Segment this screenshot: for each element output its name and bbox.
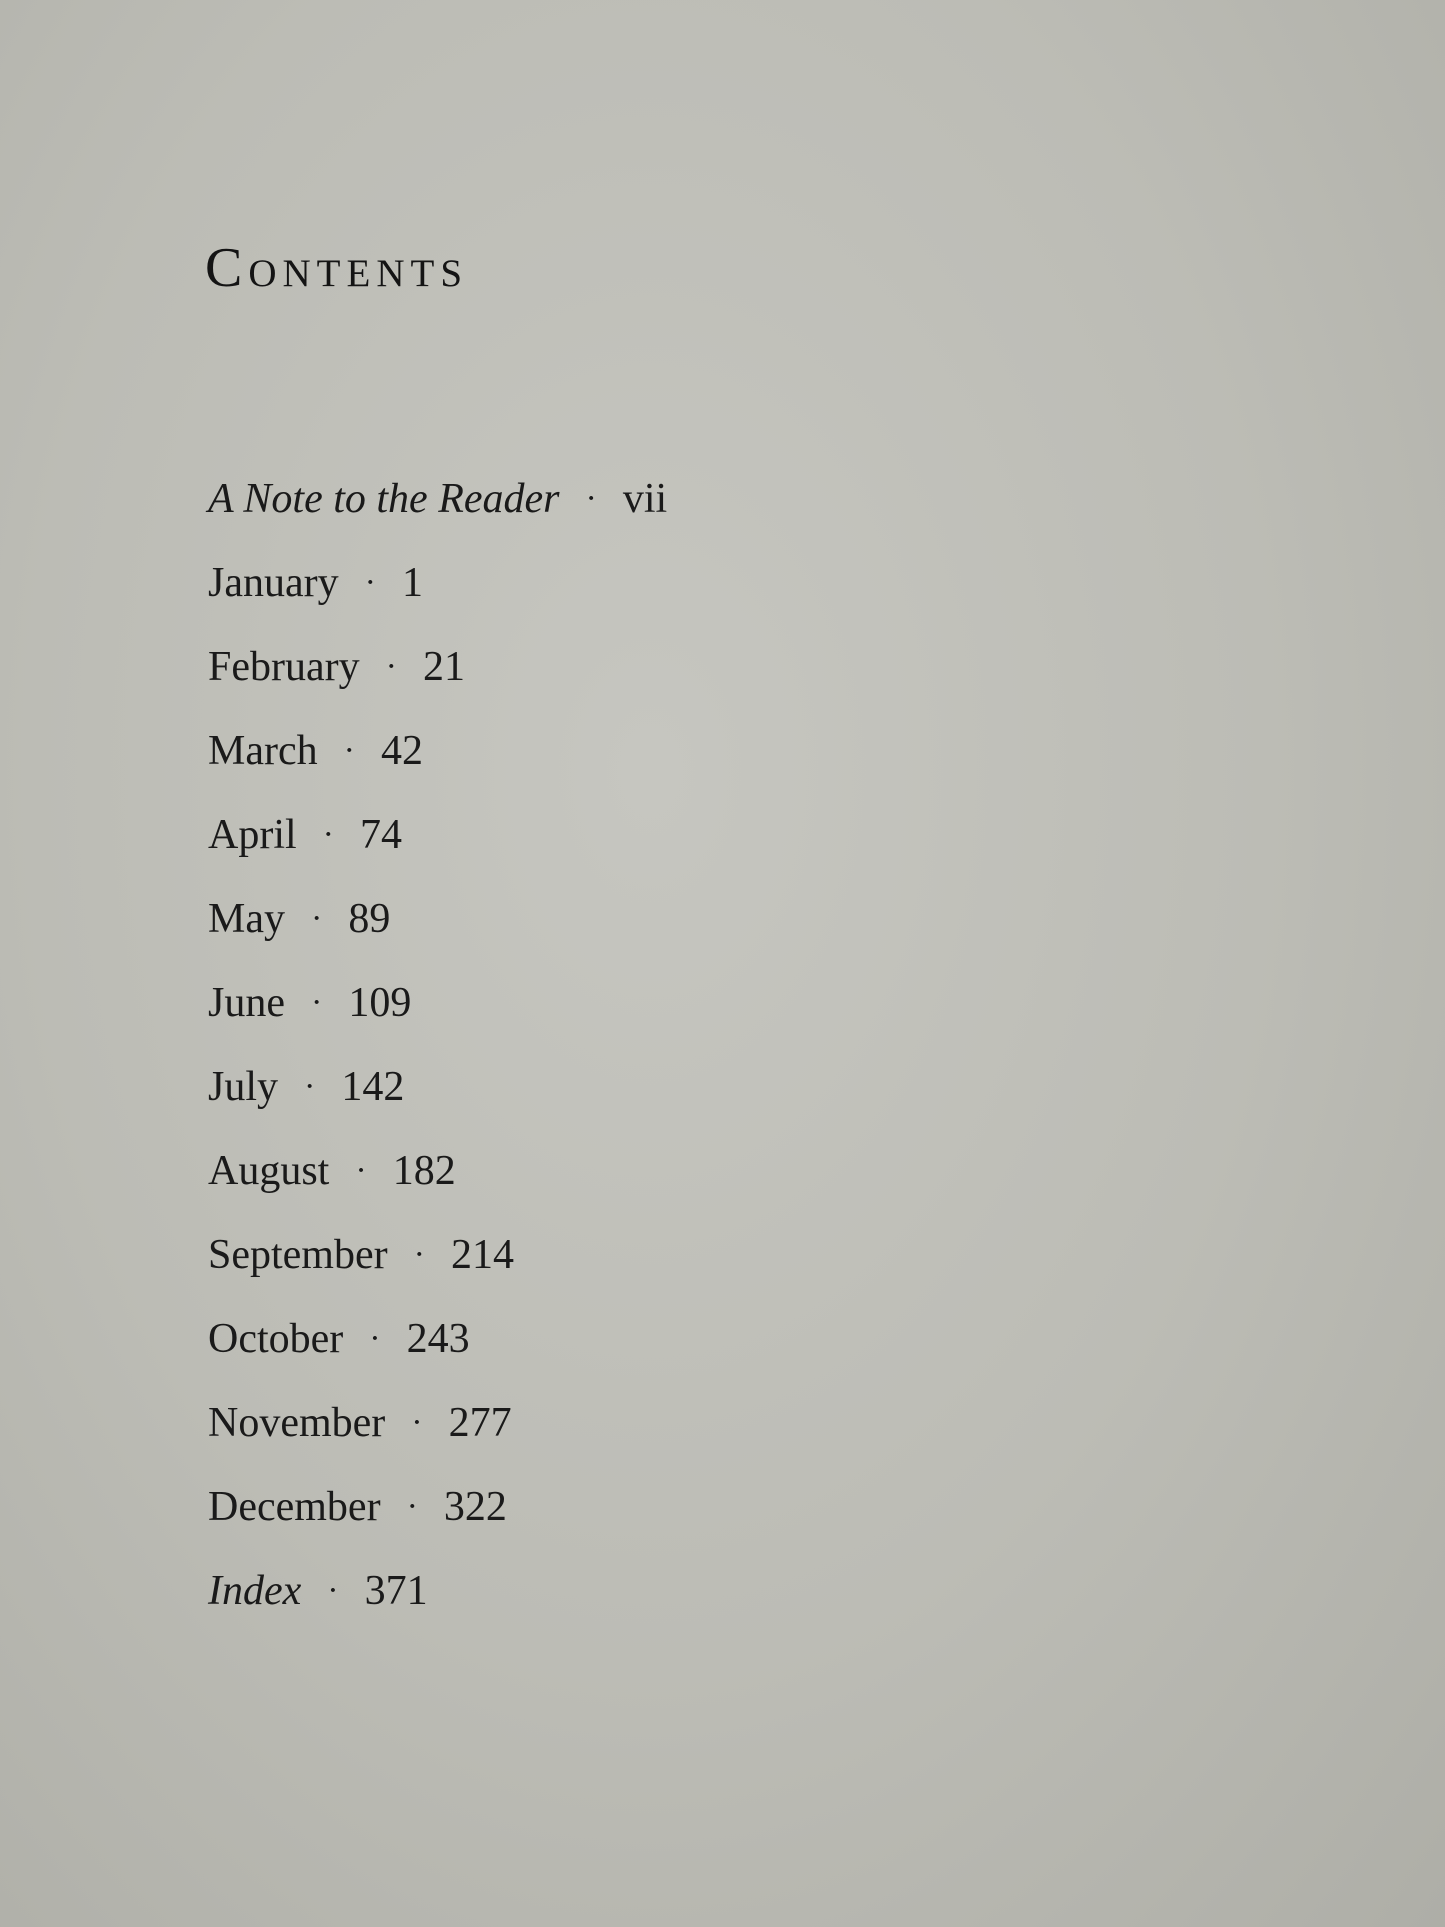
toc-entry bbox=[208, 1486, 667, 1570]
toc-separator: · bbox=[406, 1488, 418, 1525]
toc-entry-label: May bbox=[208, 896, 285, 942]
toc-entry bbox=[208, 898, 667, 982]
toc-separator: · bbox=[364, 564, 376, 601]
toc-entry-label: November bbox=[208, 1400, 386, 1446]
toc-entry bbox=[208, 814, 667, 898]
toc-entry bbox=[208, 646, 667, 730]
toc-entry bbox=[208, 1066, 667, 1150]
toc-entry bbox=[208, 562, 667, 646]
toc-page-number: 243 bbox=[406, 1316, 470, 1362]
toc-separator: · bbox=[585, 480, 597, 517]
toc-separator: · bbox=[327, 1572, 339, 1609]
toc-entry-label: April bbox=[208, 812, 297, 858]
toc-page-number: 89 bbox=[348, 896, 391, 942]
toc-entry bbox=[208, 1150, 667, 1234]
toc-separator: · bbox=[343, 732, 355, 769]
toc-entry-label: July bbox=[208, 1064, 279, 1110]
toc-entry-label: March bbox=[208, 728, 318, 774]
toc-separator: · bbox=[304, 1068, 316, 1105]
toc-separator: · bbox=[355, 1152, 367, 1189]
toc-entry bbox=[208, 730, 667, 814]
toc-page-number: vii bbox=[622, 476, 668, 522]
toc-separator: · bbox=[311, 900, 323, 937]
toc-separator: · bbox=[411, 1404, 423, 1441]
toc-entry-label: September bbox=[208, 1232, 388, 1278]
toc-entry-label: A Note to the Reader bbox=[208, 476, 560, 522]
toc-entry-label: January bbox=[208, 560, 339, 606]
toc-entry-label: February bbox=[208, 644, 360, 690]
toc-entry-label: December bbox=[208, 1484, 381, 1530]
toc-separator: · bbox=[385, 648, 397, 685]
toc-entry bbox=[208, 1234, 667, 1318]
toc-page-number: 371 bbox=[364, 1568, 428, 1614]
toc-separator: · bbox=[369, 1320, 381, 1357]
toc-entry bbox=[208, 982, 667, 1066]
toc-page-number: 182 bbox=[392, 1148, 456, 1194]
toc-entry bbox=[208, 1402, 667, 1486]
toc-entry bbox=[208, 478, 667, 562]
page-title: Contents bbox=[205, 237, 469, 299]
toc-page-number: 109 bbox=[348, 980, 412, 1026]
toc-entry-label: August bbox=[208, 1148, 330, 1194]
toc-entry bbox=[208, 1570, 667, 1654]
toc-page-number: 214 bbox=[450, 1232, 514, 1278]
table-of-contents bbox=[208, 478, 667, 1654]
toc-entry-label: Index bbox=[208, 1568, 302, 1614]
toc-page-number: 74 bbox=[359, 812, 402, 858]
toc-separator: · bbox=[311, 984, 323, 1021]
toc-page-number: 42 bbox=[380, 728, 423, 774]
toc-page-number: 277 bbox=[448, 1400, 512, 1446]
toc-entry bbox=[208, 1318, 667, 1402]
toc-entry-label: October bbox=[208, 1316, 344, 1362]
toc-entry-label: June bbox=[208, 980, 285, 1026]
toc-page-number: 1 bbox=[401, 560, 423, 606]
toc-page-number: 322 bbox=[443, 1484, 507, 1530]
toc-page-number: 142 bbox=[341, 1064, 405, 1110]
toc-separator: · bbox=[322, 816, 334, 853]
toc-separator: · bbox=[413, 1236, 425, 1273]
toc-page-number: 21 bbox=[422, 644, 465, 690]
